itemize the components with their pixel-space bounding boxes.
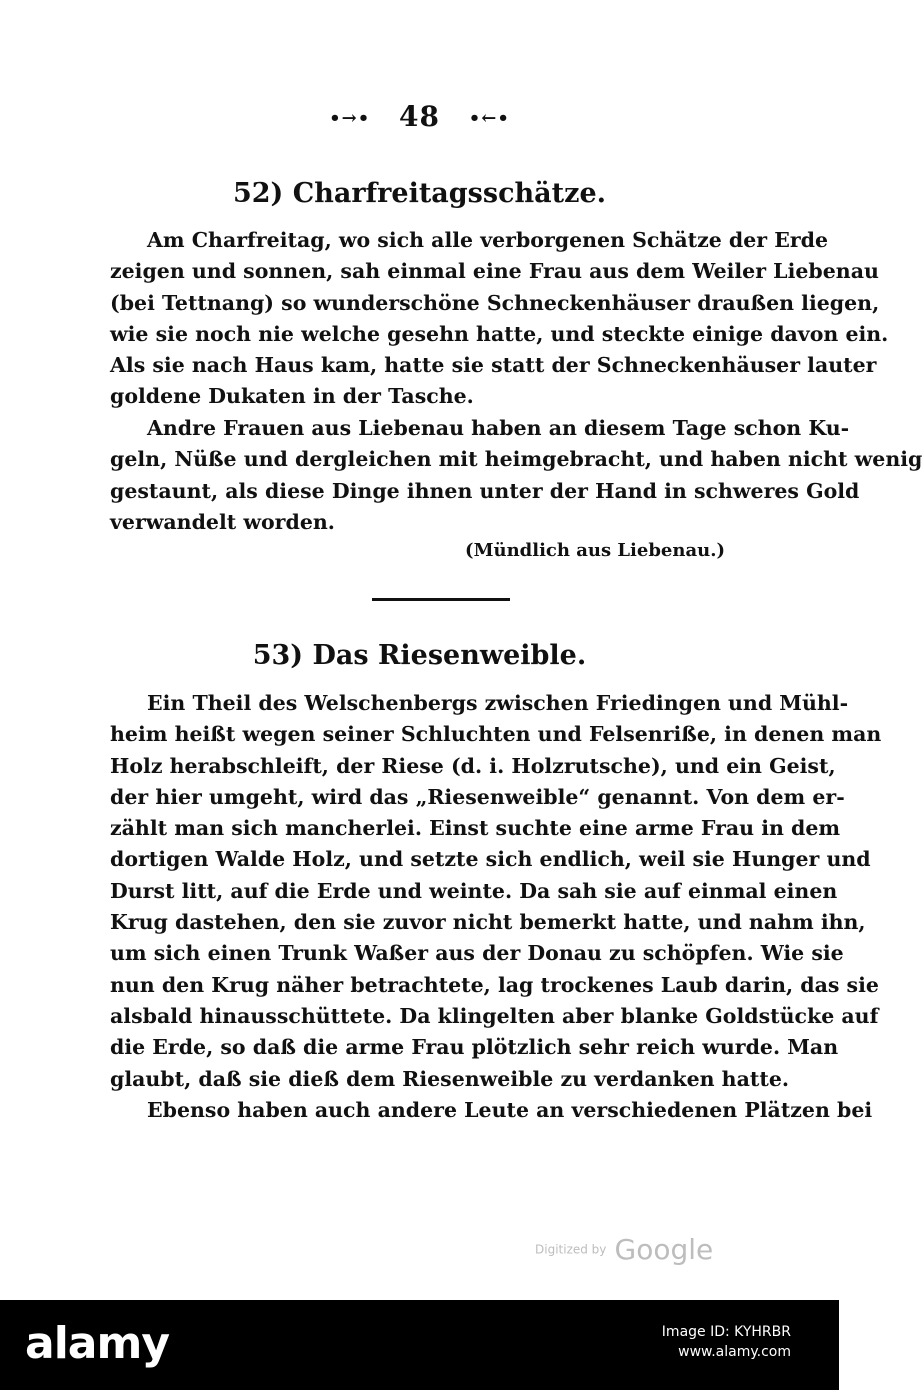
section-53-paragraph-2: [110, 1095, 873, 1126]
google-logo: Google: [614, 1233, 714, 1266]
text-line: wie sie noch nie welche gesehn hatte, und steckte einige davon ein.: [110, 321, 889, 346]
section-52-title: 52) Charfreitagsschätze.: [232, 178, 607, 209]
image-id-block: [662, 1322, 791, 1362]
text-line: heim heißt wegen seiner Schluchten und Felsenriße, in denen man: [110, 722, 882, 747]
text-line: verwandelt worden.: [110, 509, 335, 534]
text-line: Durst litt, auf die Erde und weinte. Da sah sie auf einmal einen: [110, 878, 838, 903]
alamy-logo: alamy: [25, 1318, 169, 1369]
text-line: Andre Frauen aus Liebenau haben an diesem Tage schon Ku-: [147, 416, 850, 440]
text-line: zeigen und sonnen, sah einmal eine Frau aus dem Weiler Liebenau: [110, 259, 879, 284]
text-line: der hier umgeht, wird das „Riesenweible“ genannt. Von dem er-: [110, 784, 845, 809]
text-line: (bei Tettnang) so wunderschöne Schneckenhäuser draußen liegen,: [110, 290, 880, 315]
ornament-left: •→•: [329, 108, 371, 129]
site-url: www.alamy.com: [678, 1344, 791, 1360]
section-52-paragraph-1: [110, 225, 889, 413]
digitized-watermark: [535, 1233, 713, 1266]
section-53-paragraph-1: [110, 688, 882, 1095]
text-line: zählt man sich mancherlei. Einst suchte eine arme Frau in dem: [110, 816, 841, 841]
source-citation: (Mündlich aus Liebenau.): [465, 540, 725, 561]
text-line: Ebenso haben auch andere Leute an verschiedenen Plätzen bei: [147, 1098, 873, 1122]
text-line: goldene Dukaten in der Tasche.: [110, 384, 474, 409]
page-number: 48: [399, 100, 440, 133]
section-53-title: 53) Das Riesenweible.: [252, 640, 587, 671]
text-line: Als sie nach Haus kam, hatte sie statt der Schneckenhäuser lauter: [110, 353, 877, 378]
page-header: [0, 100, 839, 133]
text-line: die Erde, so daß die arme Frau plötzlich sehr reich wurde. Man: [110, 1035, 839, 1060]
text-line: geln, Nüße und dergleichen mit heimgebracht, und haben nicht wenig: [110, 447, 922, 472]
text-line: glaubt, daß sie dieß dem Riesenweible zu verdanken hatte.: [110, 1066, 789, 1091]
section-52-paragraph-2: [110, 413, 922, 538]
section-divider: [372, 598, 510, 601]
text-line: Krug dastehen, den sie zuvor nicht bemerkt hatte, und nahm ihn,: [110, 910, 866, 935]
text-line: nun den Krug näher betrachtete, lag trockenes Laub darin, das sie: [110, 972, 879, 997]
text-line: Ein Theil des Welschenbergs zwischen Friedingen und Mühl-: [147, 691, 849, 715]
text-line: um sich einen Trunk Waßer aus der Donau zu schöpfen. Wie sie: [110, 941, 844, 966]
ornament-right: •←•: [468, 108, 510, 129]
watermark-prefix: Digitized by: [535, 1242, 607, 1257]
text-line: gestaunt, als diese Dinge ihnen unter der Hand in schweres Gold: [110, 478, 860, 503]
text-line: alsbald hinausschüttete. Da klingelten aber blanke Goldstücke auf: [110, 1003, 879, 1028]
image-id: Image ID: KYHRBR: [661, 1324, 791, 1340]
text-line: Am Charfreitag, wo sich alle verborgenen Schätze der Erde: [147, 228, 829, 252]
stock-footer-bar: [0, 1300, 839, 1390]
text-line: dortigen Walde Holz, und setzte sich endlich, weil sie Hunger und: [110, 847, 871, 872]
text-line: Holz herabschleift, der Riese (d. i. Holzrutsche), und ein Geist,: [110, 753, 836, 778]
